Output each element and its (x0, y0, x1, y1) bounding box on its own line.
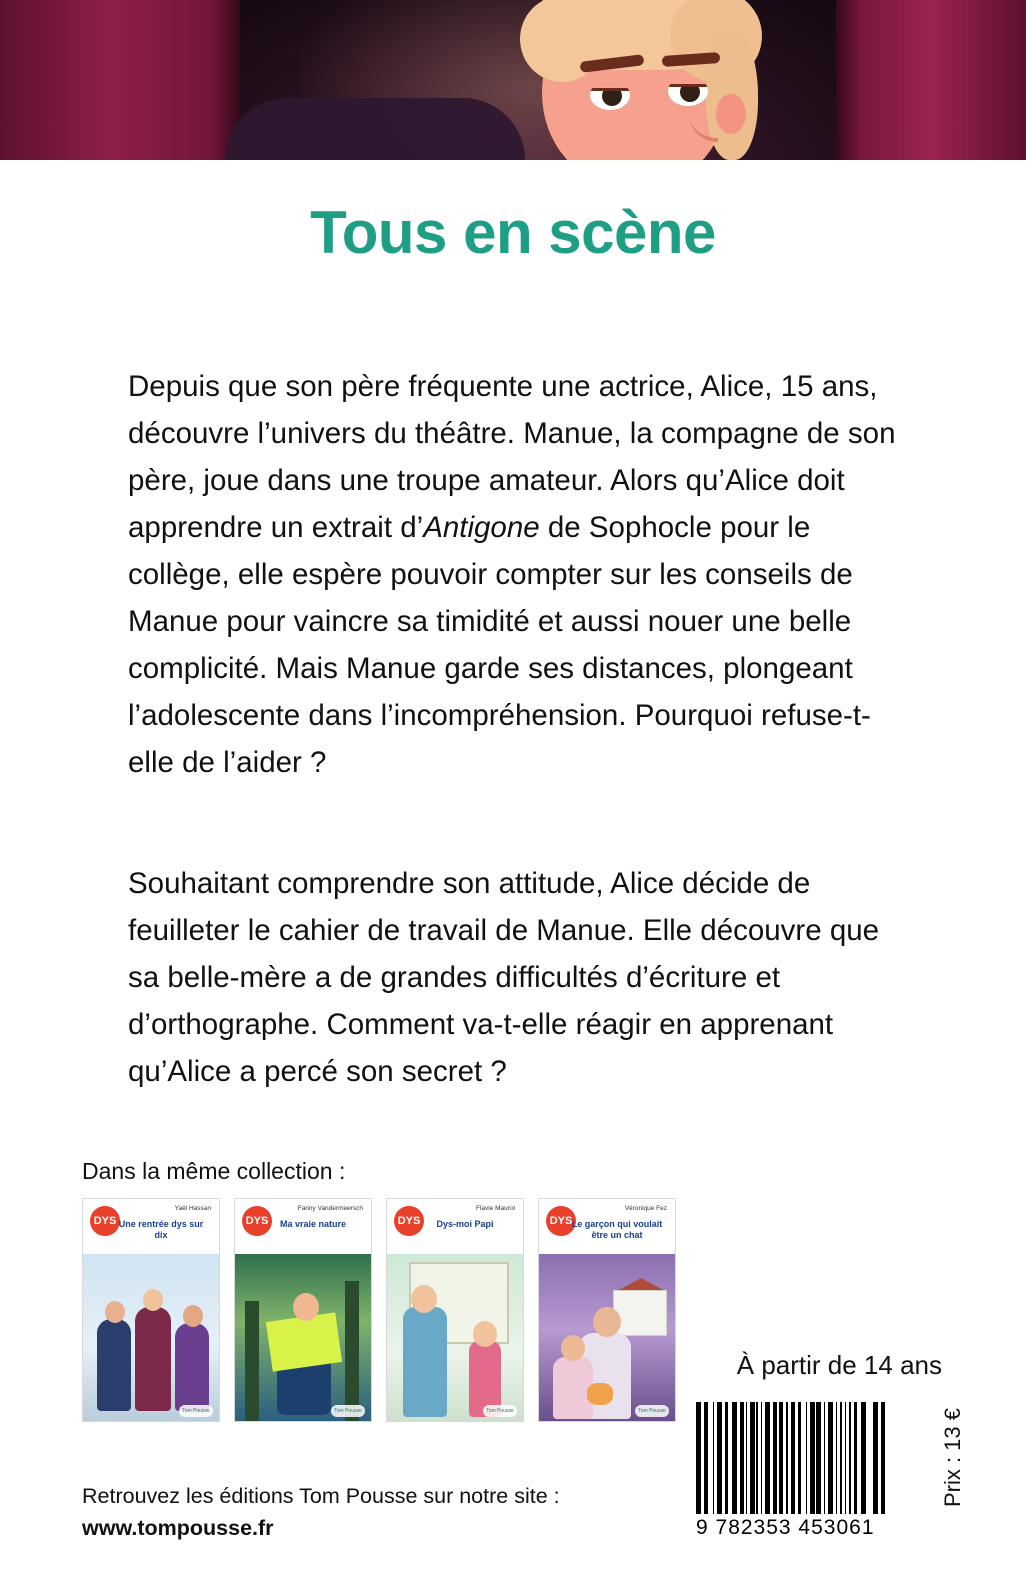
barcode-digits: 9 782353 453061 (696, 1516, 875, 1539)
audience-silhouette (225, 98, 525, 160)
book-1-author: Yaël Hassan (174, 1205, 211, 1212)
figure-head (293, 1293, 319, 1321)
grandfather-head (411, 1285, 437, 1313)
eyelid-right (668, 76, 708, 87)
book-4-author: Véronique Fez (624, 1205, 667, 1212)
publisher-logo: Tom Pousse (483, 1405, 517, 1417)
ear (716, 94, 746, 134)
footer-website[interactable]: www.tompousse.fr (82, 1516, 274, 1540)
age-recommendation: À partir de 14 ans (736, 1350, 942, 1380)
figure-3-head (183, 1305, 203, 1327)
dys-badge-icon: DYS (394, 1206, 424, 1236)
footer-line-1: Retrouvez les éditions Tom Pousse sur notre site : (82, 1484, 560, 1508)
collection-book-3[interactable] (386, 1198, 524, 1422)
blurb-part-2: de Sophocle pour le collège, elle espère pouvoir compter sur les conseils de Manue pour vaincre sa timidité et aussi nouer une belle complicité. Mais Manue garde ses distances, plongeant l’adolescente dans l’incompréhension. Pourquoi refuse-t-elle de l’aider ? (128, 510, 871, 779)
book-2-header (235, 1199, 371, 1255)
cat-icon (587, 1383, 613, 1405)
dys-badge-icon: DYS (90, 1206, 120, 1236)
price-label: Prix : 13 € (940, 1408, 965, 1508)
child-head (473, 1321, 497, 1347)
figure-2 (135, 1307, 171, 1411)
tree-trunk-right (345, 1281, 359, 1421)
blurb-part-1: Depuis que son père fréquente une actrice, Alice, 15 ans, découvre l’univers du théâtre. Manue, la compagne de son père, joue dans une troupe amateur. Alors qu’Alice doit apprendre un extrait d’ (128, 369, 896, 544)
girl-face-illustration (520, 0, 752, 160)
open-book (266, 1312, 342, 1371)
tree-trunk-left (245, 1301, 259, 1421)
figure-1 (97, 1319, 131, 1411)
book-1-title: Une rentrée dys sur dix (118, 1219, 204, 1240)
book-4-header (539, 1199, 675, 1255)
eye-left (590, 80, 630, 110)
book-4-title: Le garçon qui voulait être un chat (571, 1219, 663, 1240)
grandfather-figure (403, 1307, 447, 1417)
footer (82, 1480, 560, 1544)
stage-curtain-left (0, 0, 240, 160)
boy-head (561, 1335, 585, 1361)
man-head (593, 1307, 621, 1337)
blurb-italic-title: Antigone (423, 510, 540, 544)
figure-3 (175, 1323, 209, 1411)
cover-illustration (0, 0, 1026, 160)
book-2-title: Ma vraie nature (279, 1219, 347, 1229)
stage-curtain-right (836, 0, 1026, 160)
barcode-image (696, 1402, 908, 1514)
collection-book-2[interactable] (234, 1198, 372, 1422)
publisher-logo: Tom Pousse (179, 1405, 213, 1417)
house (613, 1290, 667, 1336)
book-3-artwork (387, 1254, 523, 1421)
dys-badge-icon: DYS (242, 1206, 272, 1236)
figure-2-head (143, 1289, 163, 1311)
barcode-block (696, 1402, 908, 1540)
book-3-header (387, 1199, 523, 1255)
book-2-author: Fanny Vandermeersch (297, 1205, 363, 1212)
blurb-paragraph-1 (128, 363, 903, 786)
collection-label: Dans la même collection : (82, 1158, 346, 1184)
eye-right (668, 76, 708, 106)
eyelid-left (590, 80, 630, 91)
publisher-logo: Tom Pousse (331, 1405, 365, 1417)
collection-book-1[interactable] (82, 1198, 220, 1422)
dys-badge-icon: DYS (546, 1206, 576, 1236)
book-1-header (83, 1199, 219, 1255)
book-1-artwork (83, 1254, 219, 1421)
book-3-title: Dys-moi Papi (436, 1219, 494, 1229)
blurb-paragraph-2: Souhaitant comprendre son attitude, Alice décide de feuilleter le cahier de travail de Manue. Elle découvre que sa belle-mère a de grandes difficultés d’écriture et d’orthographe. Comment va-t-elle réagir en apprenant qu’Alice a percé son secret ? (128, 866, 880, 1088)
book-title: Tous en scène (310, 199, 716, 266)
book-4-artwork (539, 1254, 675, 1421)
figure-1-head (105, 1301, 125, 1323)
collection-covers (82, 1198, 676, 1422)
collection-book-4[interactable] (538, 1198, 676, 1422)
publisher-logo: Tom Pousse (635, 1405, 669, 1417)
book-2-artwork (235, 1254, 371, 1421)
book-3-author: Flavie Maurol (475, 1205, 515, 1212)
